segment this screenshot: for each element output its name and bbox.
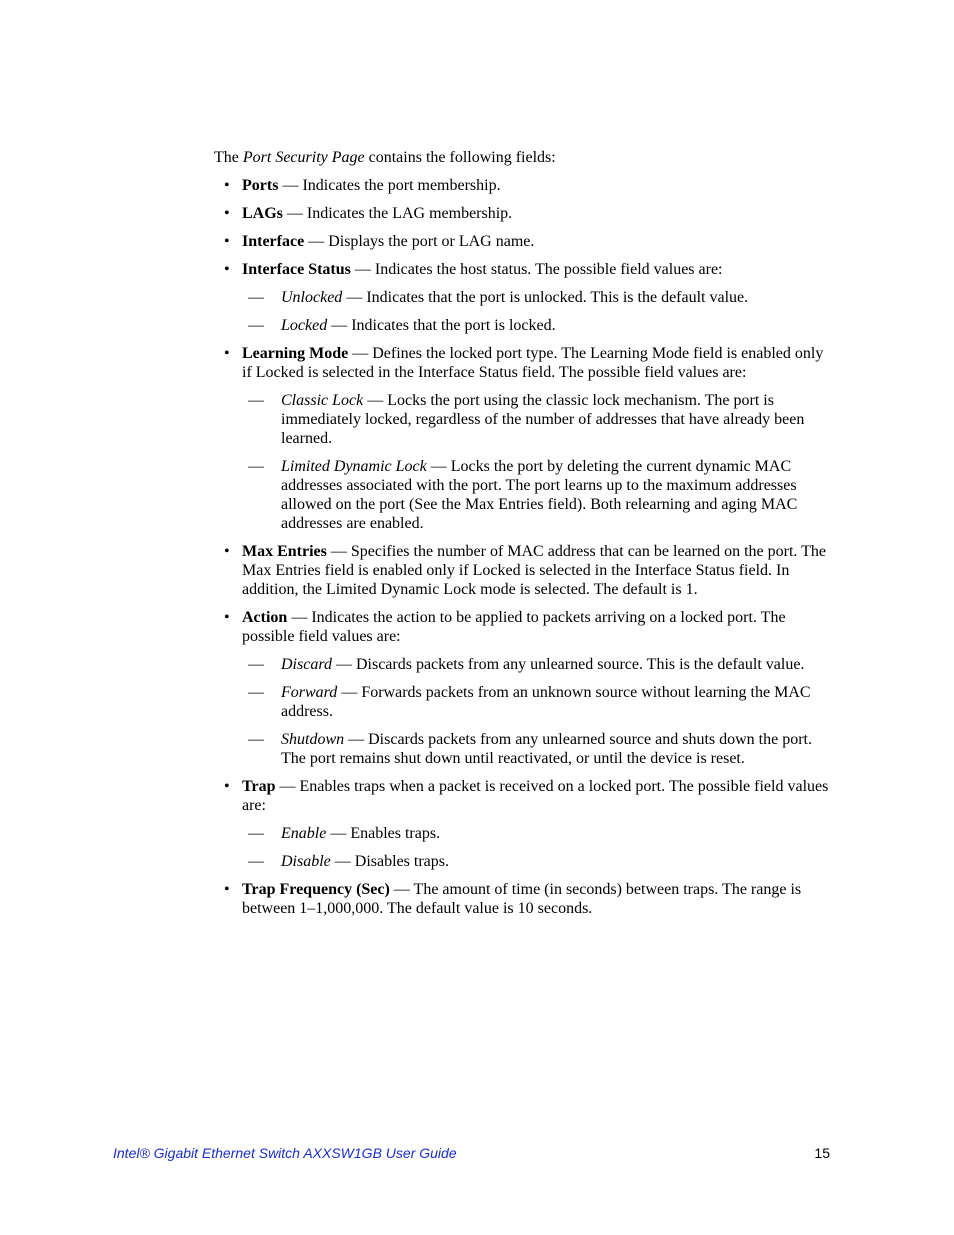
value-description: — Locks the port using the classic lock mechanism. The port is immediately locked, regardless of the number of addresses that have already been learned. [281, 392, 805, 447]
intro-suffix: contains the following fields: [364, 149, 556, 166]
field-description: — Displays the port or LAG name. [304, 233, 535, 250]
value-description: — Discards packets from any unlearned source and shuts down the port. The port remains shut down until reactivated, or until the device is reset. [281, 731, 812, 767]
field-list [214, 176, 830, 918]
footer-document-title: Intel® Gigabit Ethernet Switch AXXSW1GB User Guide [113, 1145, 457, 1161]
value-description: — Indicates that the port is locked. [327, 317, 556, 334]
value-name: Forward [281, 684, 338, 701]
field-name: Interface [242, 233, 305, 250]
value-description: — Forwards packets from an unknown source without learning the MAC address. [281, 684, 811, 720]
value-name: Shutdown [281, 731, 345, 748]
bullet-icon: • [224, 543, 230, 560]
value-item [242, 457, 830, 533]
dash-icon: — [248, 317, 264, 334]
value-item [242, 391, 830, 448]
dash-icon: — [248, 458, 264, 475]
value-description: — Indicates that the port is unlocked. This is the default value. [342, 289, 749, 306]
value-list [242, 824, 830, 871]
value-item [242, 824, 830, 843]
field-item [214, 344, 830, 533]
value-list [242, 288, 830, 335]
field-description: — Indicates the port membership. [278, 177, 501, 194]
value-item [242, 852, 830, 871]
value-item [242, 730, 830, 768]
value-description: — Enables traps. [326, 825, 441, 842]
bullet-icon: • [224, 177, 230, 194]
field-name: Ports [242, 177, 279, 194]
field-description: — Specifies the number of MAC address that can be learned on the port. The Max Entries field is enabled only if Locked is selected in the Interface Status field. In addition, the Limited Dynamic Lock mode is selected. The default is 1. [242, 543, 826, 598]
page-content [214, 148, 830, 927]
field-item [214, 608, 830, 768]
bullet-icon: • [224, 778, 230, 795]
page-number: 15 [814, 1145, 830, 1161]
field-item [214, 260, 830, 335]
field-description: — Indicates the action to be applied to packets arriving on a locked port. The possible field values are: [242, 609, 786, 645]
field-item [214, 880, 830, 918]
field-name: Learning Mode [242, 345, 349, 362]
value-name: Locked [281, 317, 328, 334]
field-item [214, 542, 830, 599]
value-item [242, 316, 830, 335]
field-item [214, 777, 830, 871]
value-name: Disable [281, 853, 331, 870]
field-name: Trap [242, 778, 276, 795]
dash-icon: — [248, 731, 264, 748]
value-list [242, 391, 830, 533]
bullet-icon: • [224, 345, 230, 362]
bullet-icon: • [224, 609, 230, 626]
value-description: — Disables traps. [330, 853, 449, 870]
dash-icon: — [248, 289, 264, 306]
field-description: — Indicates the LAG membership. [282, 205, 513, 222]
intro-page-name: Port Security Page [242, 149, 365, 166]
field-item [214, 176, 830, 195]
bullet-icon: • [224, 261, 230, 278]
value-name: Unlocked [281, 289, 343, 306]
dash-icon: — [248, 684, 264, 701]
dash-icon: — [248, 825, 264, 842]
field-item [214, 232, 830, 251]
field-description: — The amount of time (in seconds) between traps. The range is between 1–1,000,000. The default value is 10 seconds. [242, 881, 802, 917]
value-item [242, 655, 830, 674]
value-description: — Locks the port by deleting the current dynamic MAC addresses associated with the port. The port learns up to the maximum addresses allowed on the port (See the Max Entries field). Both relearning and aging MAC addresses are enabled. [281, 458, 798, 532]
value-list [242, 655, 830, 768]
value-name: Enable [281, 825, 327, 842]
bullet-icon: • [224, 205, 230, 222]
value-name: Discard [281, 656, 332, 673]
field-name: Trap Frequency (Sec) [242, 881, 390, 898]
field-name: Interface Status [242, 261, 351, 278]
dash-icon: — [248, 853, 264, 870]
bullet-icon: • [224, 233, 230, 250]
field-name: LAGs [242, 205, 283, 222]
value-name: Classic Lock [281, 392, 364, 409]
bullet-icon: • [224, 881, 230, 898]
value-item [242, 683, 830, 721]
value-name: Limited Dynamic Lock [281, 458, 427, 475]
value-description: — Discards packets from any unlearned source. This is the default value. [331, 656, 805, 673]
dash-icon: — [248, 656, 264, 673]
field-name: Max Entries [242, 543, 327, 560]
intro-prefix: The [214, 149, 243, 166]
field-item [214, 204, 830, 223]
field-description: — Indicates the host status. The possible field values are: [350, 261, 723, 278]
field-description: — Defines the locked port type. The Learning Mode field is enabled only if Locked is selected in the Interface Status field. The possible field values are: [242, 345, 824, 381]
intro-paragraph [214, 148, 830, 167]
field-description: — Enables traps when a packet is received on a locked port. The possible field values are: [242, 778, 829, 814]
field-name: Action [242, 609, 288, 626]
value-item [242, 288, 830, 307]
dash-icon: — [248, 392, 264, 409]
